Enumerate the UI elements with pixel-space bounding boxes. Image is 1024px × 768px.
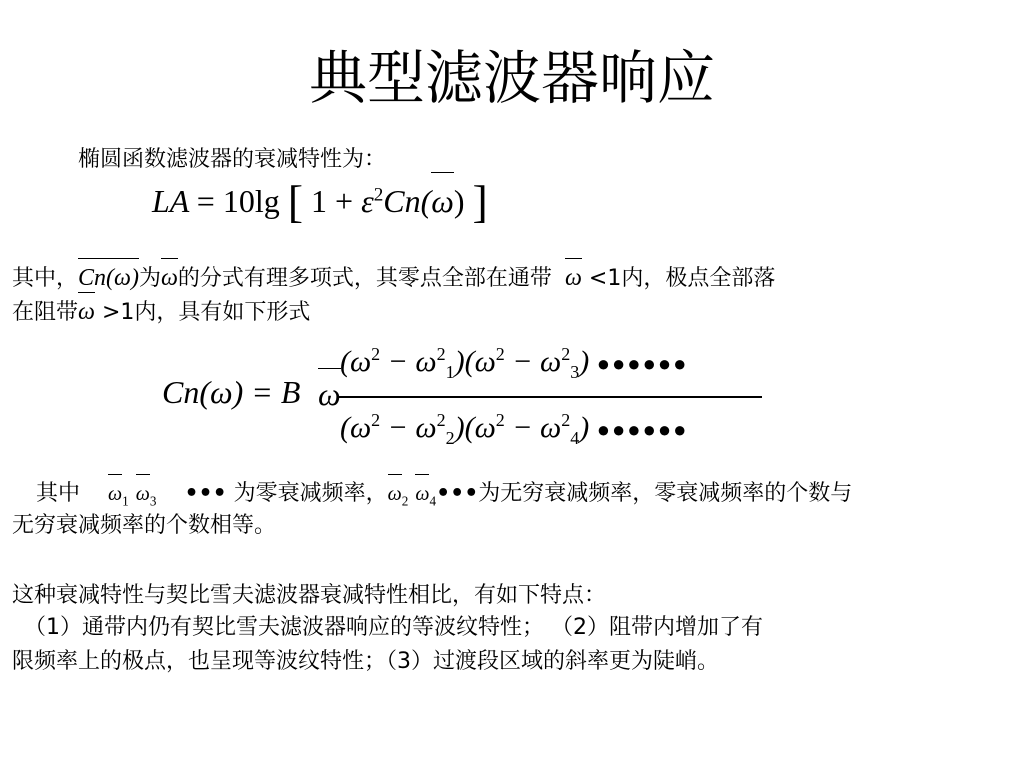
num-sup-b: 2 (436, 344, 446, 364)
la-coef: 10lg (222, 183, 280, 219)
la-one: 1 (311, 183, 328, 219)
cn-denominator (340, 408, 688, 450)
den-part-b: − ω (380, 411, 437, 444)
num-sub-1: 1 (445, 362, 455, 382)
den-part-d: − ω (504, 411, 562, 444)
omega3-sub: 3 (149, 493, 157, 509)
omega1: ω (108, 478, 122, 510)
cn-omega: ω (318, 372, 341, 416)
para3-line2: 无穷衰减频率的个数相等。 (12, 513, 277, 538)
den-part-a: (ω (340, 411, 372, 444)
den-dots: ●●●●●● (596, 417, 689, 442)
den-sub-2: 2 (445, 428, 455, 448)
page-title: 典型滤波器响应 (308, 44, 715, 112)
omega-bar-stopband: ω (78, 296, 95, 328)
la-cn: Cn( (383, 183, 432, 219)
para2-line1 (12, 262, 775, 295)
para3-text-3: 为无穷衰减频率，零衰减频率的个数与 (478, 481, 853, 506)
la-close: ) (453, 183, 465, 219)
left-bracket: [ (287, 176, 304, 227)
intro-text: 椭圆函数滤波器的衰减特性为： (78, 147, 387, 172)
den-sup-b: 2 (436, 410, 446, 430)
omega1-sub: 1 (122, 493, 129, 509)
num-part-b: − ω (380, 345, 437, 378)
para4: 这种衰减特性与契比雪夫滤波器衰减特性相比，有如下特点： (12, 583, 607, 608)
la-eq: = (196, 183, 215, 219)
num-sup-d: 2 (561, 344, 571, 364)
cn-numerator (340, 342, 688, 384)
den-sup-a: 2 (371, 410, 381, 430)
num-part-d: − ω (504, 345, 562, 378)
den-part-c: )(ω (454, 411, 496, 444)
para2-line2 (12, 296, 310, 329)
para3-text-2: 为零衰减频率， (226, 481, 388, 506)
omega4-sub: 4 (429, 493, 437, 509)
para3-line1 (36, 478, 852, 510)
para5-line1: （1）通带内仍有契比雪夫滤波器响应的等波纹特性； （2）阻带内增加了有 (24, 615, 763, 640)
num-sub-3: 3 (570, 362, 580, 382)
right-bracket: ] (472, 176, 488, 227)
den-sup-c: 2 (495, 410, 505, 430)
para2-text-6: >1内，具有如下形式 (94, 300, 311, 325)
omega2-sub: 2 (401, 493, 409, 509)
den-sub-4: 4 (570, 428, 580, 448)
cn-function: Cn(ω) (78, 262, 139, 294)
fraction-line (338, 396, 762, 398)
num-part-a: (ω (340, 345, 372, 378)
num-dots: ●●●●●● (596, 351, 689, 376)
num-sup-a: 2 (371, 344, 381, 364)
ellipsis-1: ••• (184, 481, 227, 506)
den-part-e: ) (579, 411, 590, 444)
la-omega-bar: ω (431, 176, 454, 226)
la-eps: ε (361, 183, 374, 219)
num-sup-c: 2 (495, 344, 505, 364)
para2-text-1: 其中， (12, 266, 79, 291)
para2-text-2: 为 (138, 266, 161, 291)
la-lhs: LA (152, 183, 189, 219)
para3-text-1: 其中 (36, 481, 81, 506)
num-part-c: )(ω (454, 345, 496, 378)
omega2: ω (388, 478, 402, 510)
omega4: ω (415, 478, 429, 510)
la-plus: + (335, 183, 354, 219)
para2-text-3: 的分式有理多项式，其零点全部在通带 (177, 266, 552, 291)
omega3: ω (136, 478, 150, 510)
para2-text-5: 在阻带 (12, 300, 79, 325)
cn-lhs: Cn(ω) = B (162, 374, 301, 410)
den-sup-d: 2 (561, 410, 571, 430)
para5-line2: 限频率上的极点，也呈现等波纹特性；（3）过渡段区域的斜率更为陡峭。 (12, 649, 719, 674)
para2-text-4: <1内，极点全部落 (581, 266, 776, 291)
formula-attenuation: LA = 10lg [ $1 + \varepsilon^2Cn(\omega)$ ] (152, 176, 488, 227)
ellipsis-2: ••• (436, 481, 479, 506)
num-part-e: ) (579, 345, 590, 378)
omega-bar-passband: ω (565, 262, 582, 294)
omega-bar: ω (161, 262, 178, 294)
